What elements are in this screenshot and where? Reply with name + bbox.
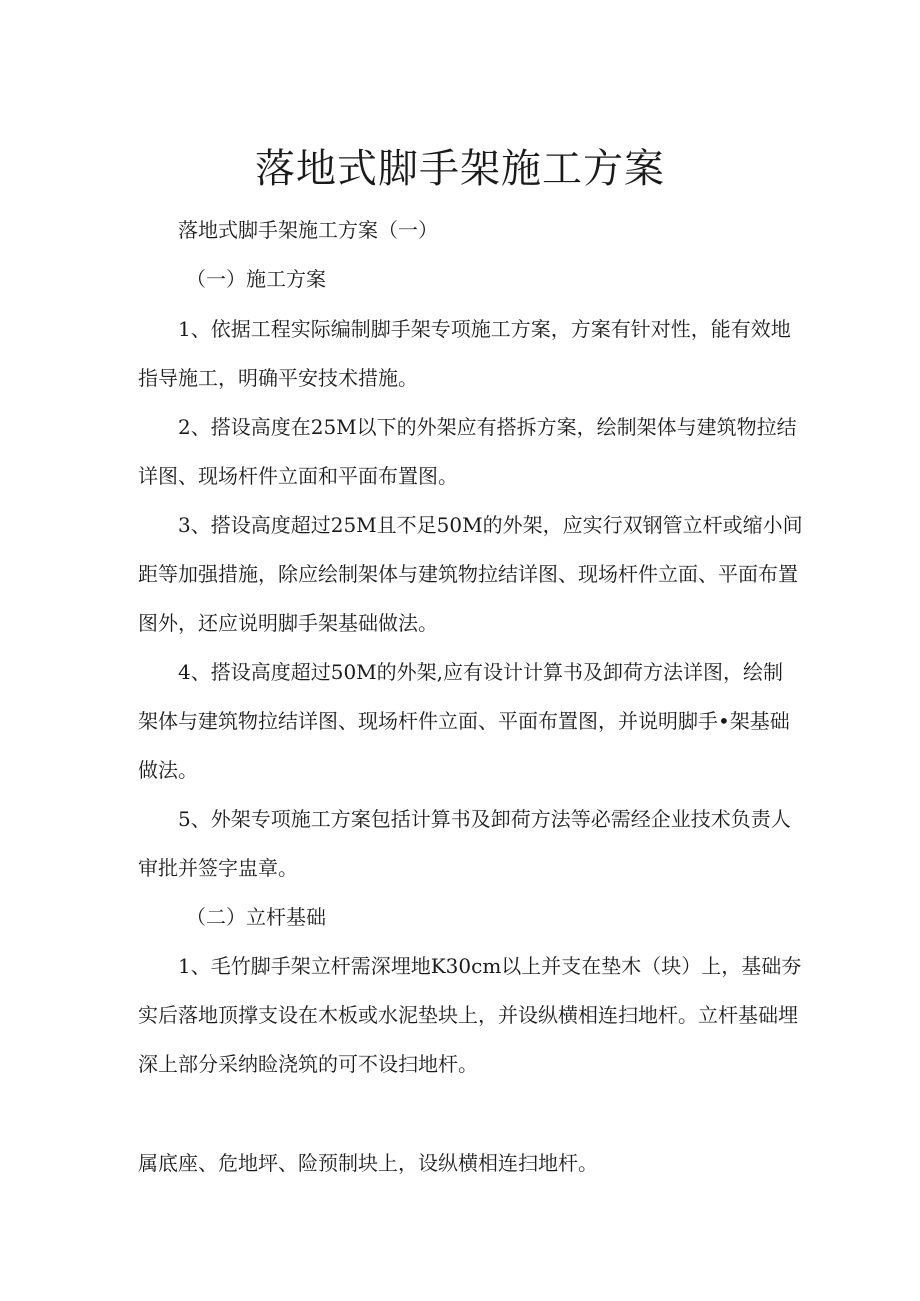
paragraph-line: 实后落地顶撑支设在木板或水泥垫块上，并设纵横相连扫地杆。立杆基础埋 (138, 1003, 798, 1027)
paragraph-line: 架体与建筑物拉结详图、现场杆件立面、平面布置图，并说明脚手•架基础 (138, 709, 790, 733)
paragraph-line: 1、依据工程实际编制脚手架专项施工方案，方案有针对性，能有效地 (178, 317, 791, 341)
paragraph-line: 审批并签字盅章。 (138, 856, 298, 880)
document-title: 落地式脚手架施工方案 (255, 146, 665, 192)
paragraph-line: 2、搭设高度在25M以下的外架应有搭拆方案，绘制架体与建筑物拉结 (178, 415, 797, 439)
paragraph-line: 指导施工，明确平安技术措施。 (138, 366, 418, 390)
paragraph-line: 做法。 (138, 758, 198, 782)
paragraph-line: 5、外架专项施工方案包括计算书及卸荷方法等必需经企业技术负责人 (178, 807, 791, 831)
paragraph-line: 1、毛竹脚手架立杆需深埋地K30cm以上并支在垫木（块）上，基础夯 (178, 954, 802, 978)
section-heading-pole-foundation: （二）立杆基础 (186, 905, 326, 929)
trailing-text: 属底座、危地坪、险预制块上，设纵横相连扫地杆。 (138, 1151, 598, 1175)
paragraph-line: 4、搭设高度超过50M的外架,应有设计计算书及卸荷方法详图，绘制 (178, 660, 784, 684)
paragraph-line: 图外，还应说明脚手架基础做法。 (138, 611, 438, 635)
paragraph-line: 详图、现场杆件立面和平面布置图。 (138, 464, 458, 488)
paragraph-line: 距等加强措施，除应绘制架体与建筑物拉结详图、现场杆件立面、平面布置 (138, 562, 798, 586)
paragraph-line: 3、搭设高度超过25M且不足50M的外架，应实行双钢管立杆或缩小间 (178, 513, 803, 537)
subtitle: 落地式脚手架施工方案（一） (178, 218, 438, 242)
section-heading-construction-plan: （一）施工方案 (186, 267, 326, 291)
paragraph-line: 深上部分采纳睑浇筑的可不设扫地杆。 (138, 1052, 478, 1076)
